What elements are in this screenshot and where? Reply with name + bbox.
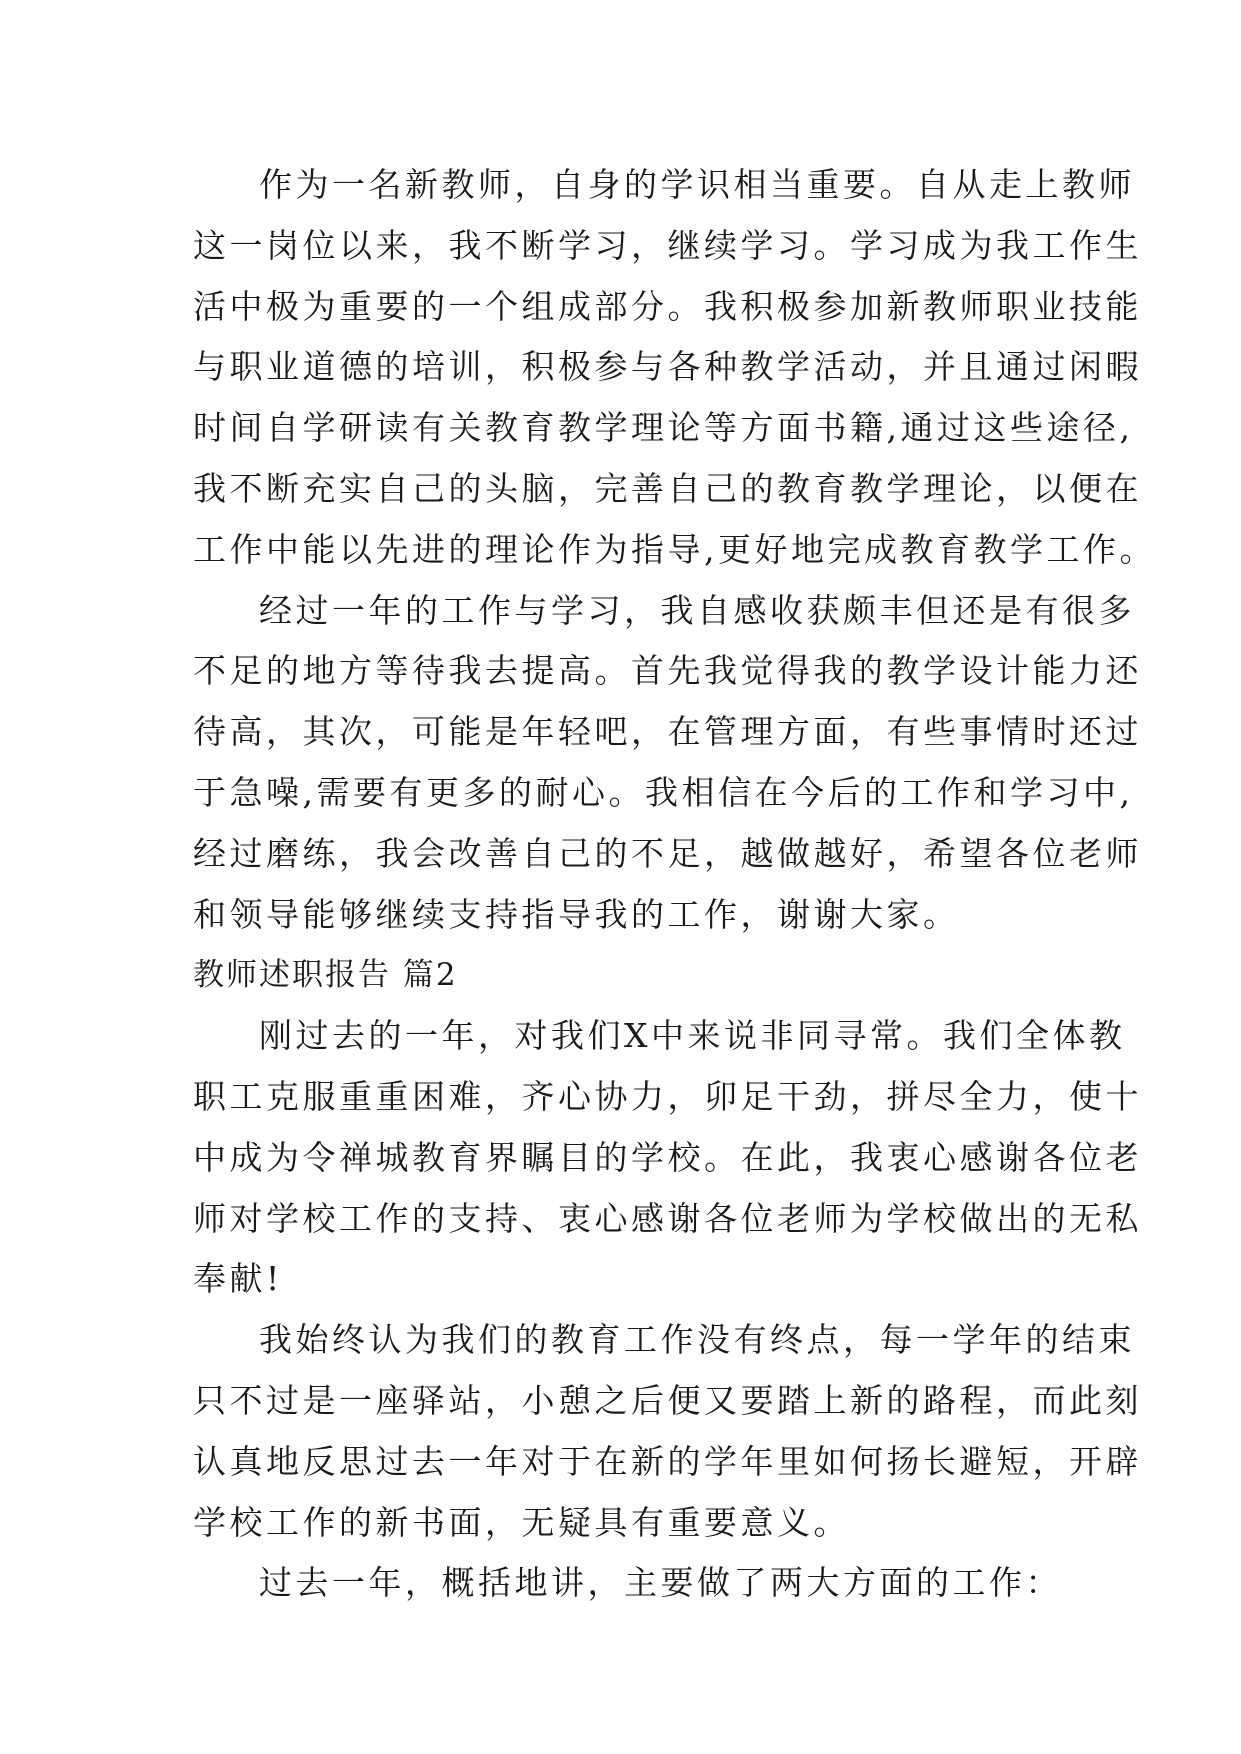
- text-line: 经过一年的工作与学习，我自感收获颇丰但还是有很多: [259, 590, 1135, 630]
- text-line: 学校工作的新书面，无疑具有重要意义。: [193, 1502, 850, 1542]
- text-line: 经过磨练，我会改善自己的不足，越做越好，希望各位老师: [193, 833, 1142, 873]
- text-line: 师对学校工作的支持、衷心感谢各位老师为学校做出的无私: [193, 1198, 1142, 1238]
- text-line: 和领导能够继续支持指导我的工作，谢谢大家。: [193, 894, 960, 934]
- paragraph: [193, 1006, 1142, 1310]
- text-line: 时间自学研读有关教育教学理论等方面书籍,通过这些途径,: [193, 408, 1134, 448]
- text-line: 中成为令禅城教育界瞩目的学校。在此，我衷心感谢各位老: [193, 1137, 1142, 1177]
- text-line: 作为一名新教师，自身的学识相当重要。自从走上教师: [259, 165, 1135, 204]
- text-line: 我始终认为我们的教育工作没有终点，每一学年的结束: [259, 1320, 1135, 1360]
- text-line: 刚过去的一年，对我们X中来说非同寻常。我们全体教: [259, 1016, 1126, 1056]
- text-line: 我不断充实自己的头脑，完善自己的教育教学理论，以便在: [193, 468, 1142, 508]
- text-line: 待高，其次，可能是年轻吧，在管理方面，有些事情时还过: [193, 712, 1142, 752]
- text-line: 只不过是一座驿站，小憩之后便又要踏上新的路程，而此刻: [193, 1380, 1142, 1420]
- paragraph: [193, 1310, 1142, 1553]
- text-line: 活中极为重要的一个组成部分。我积极参加新教师职业技能: [193, 286, 1142, 326]
- text-line: 于急噪,需要有更多的耐心。我相信在今后的工作和学习中,: [193, 772, 1134, 812]
- text-line: 不足的地方等待我去提高。首先我觉得我的教学设计能力还: [193, 651, 1142, 691]
- paragraph: [193, 581, 1142, 946]
- text-line: 过去一年，概括地讲，主要做了两大方面的工作：: [259, 1563, 1062, 1603]
- text-line: 职工克服重重困难，齐心协力，卯足干劲，拼尽全力，使十: [193, 1076, 1142, 1116]
- text-line: 认真地反思过去一年对于在新的学年里如何扬长避短，开辟: [193, 1441, 1142, 1481]
- section-heading: 教师述职报告 篇2: [193, 957, 458, 994]
- paragraph: [193, 155, 1156, 581]
- text-line: 奉献!: [193, 1259, 283, 1299]
- text-line: 与职业道德的培训，积极参与各种教学活动，并且通过闲暇: [193, 347, 1142, 387]
- paragraph: [193, 1553, 1062, 1614]
- text-line: 工作中能以先进的理论作为指导,更好地完成教育教学工作。: [193, 529, 1156, 569]
- document-body: [193, 155, 1156, 1614]
- text-line: 这一岗位以来，我不断学习，继续学习。学习成为我工作生: [193, 225, 1142, 265]
